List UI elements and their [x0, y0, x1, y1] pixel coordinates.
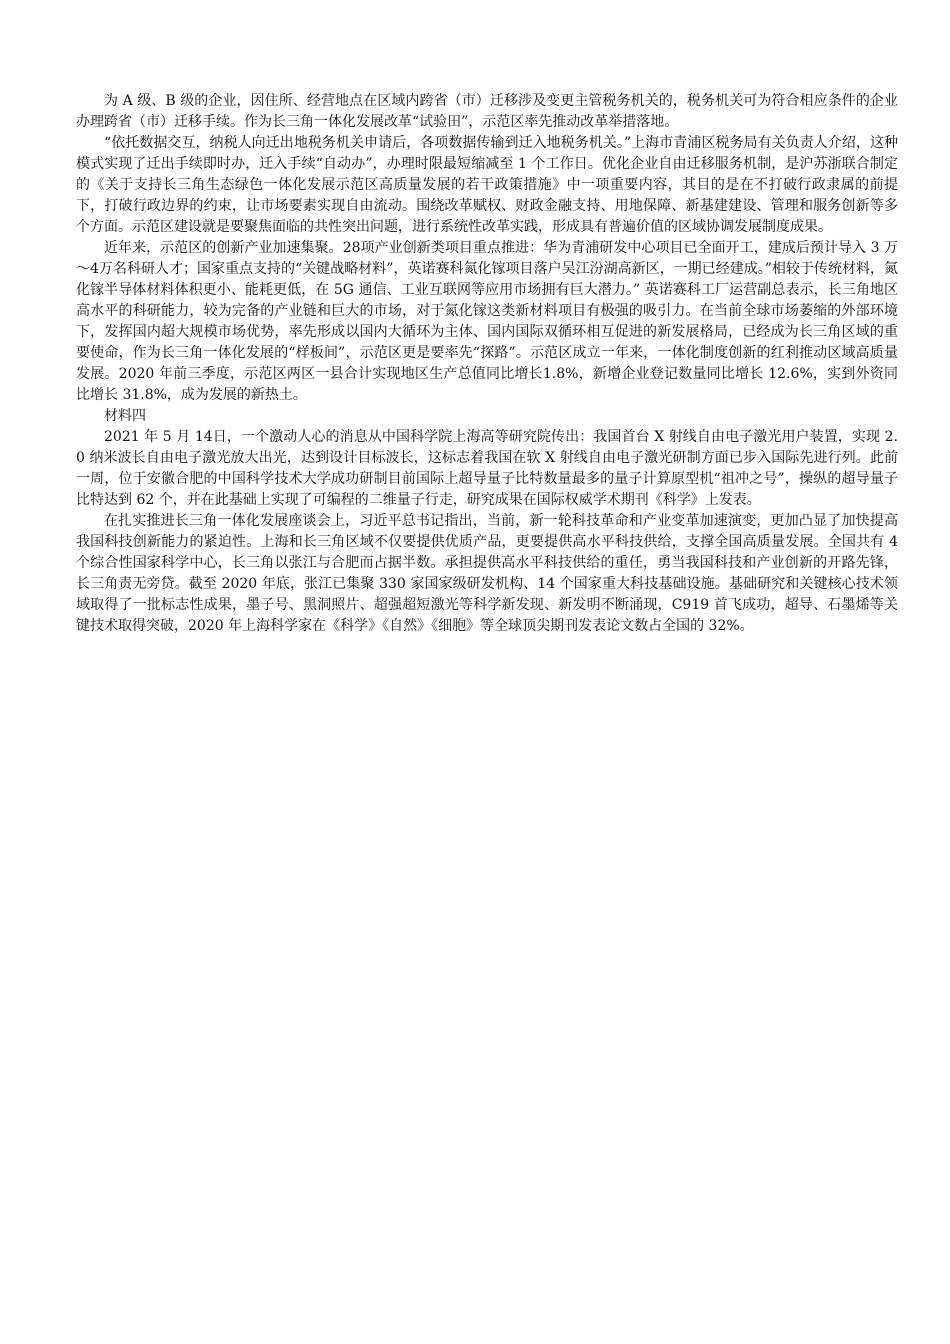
paragraph-science-center: 在扎实推进长三角一体化发展座谈会上，习近平总书记指出，当前，新一轮科技革命和产业变革加速演变，更加凸显了加快提高我国科技创新能力的紧迫性。上海和长三角区域不仅要提供优质产品，更要提供高水平科技供给，支撑全国高质量发展。全国共有 4 个综合性国家科学中心，长三角以张江与合肥而占据半数。承担提供高水平科技供给的重任，勇当我国科技和产业创新的开路先锋，长三角责无旁贷。截至 2020 年底，张江已集聚 330 家国家级研发机构、14 个国家重大科技基础设施。基础研究和关键核心技术领域取得了一批标志性成果，墨子号、黑洞照片、超强超短激光等科学新发现、新发明不断涌现，C919 首飞成功，超导、石墨烯等关键技术取得突破，2020 年上海科学家在《科学》《自然》《细胞》等全球顶尖期刊发表论文数占全国的 32%。 — [76, 513, 898, 634]
paragraph-laser: 2021 年 5 月 14日，一个激动人心的消息从中国科学院上海高等研究院传出：我国首台 X 射线自由电子激光用户装置，实现 2.0 纳米波长自由电子激光放大出光，达到设计目标波长，这标志着我国在软 X 射线自由电子激光研制方面已步入国际先进行列。此前一周，位于安徽合肥的中国科学技术大学成功研制目前国际上超导量子比特数量最多的量子计算原型机“祖冲之号”，操纵的超导量子比特达到 62 个，并在此基础上实现了可编程的二维量子行走，研究成果在国际权威学术期刊《科学》上发表。 — [76, 429, 898, 508]
section-title: 材料四 — [104, 408, 146, 424]
document-page — [76, 91, 898, 637]
paragraph-tax-data: “依托数据交互，纳税人向迁出地税务机关申请后，各项数据传输到迁入地税务机关。”上海市青浦区税务局有关负责人介绍，这种模式实现了迁出手续即时办，迁入手续“自动办”，办理时限最短缩减至 1 个工作日。优化企业自由迁移服务机制，是沪苏浙联合制定的《关于支持长三角生态绿色一体化发展示范区高质量发展的若干政策措施》中一项重要内容，其目的是在不打破行政隶属的前提下，打破行政边界的约束，让市场要素实现自由流动。围绕改革赋权、财政金融支持、用地保障、新基建建设、管理和服务创新等多个方面。示范区建设就是要聚焦面临的共性突出问题，进行系统性改革实践，形成具有普遍价值的区域协调发展制度成果。 — [76, 135, 898, 235]
paragraph-innovation: 近年来，示范区的创新产业加速集聚。28项产业创新类项目重点推进：华为青浦研发中心项目已全面开工，建成后预计导入 3 万～4万名科研人才；国家重点支持的“关键战略材料”，英诺赛科氮化镓项目落户吴江汾湖高新区，一期已经建成。”相较于传统材料，氮化镓半导体材料体积更小、能耗更低，在 5G 通信、工业互联网等应用市场拥有巨大潜力。” 英诺赛科工厂运营副总表示，长三角地区高水平的科研能力，较为完备的产业链和巨大的市场，对于氮化镓这类新材料项目有极强的吸引力。在当前全球市场萎缩的外部环境下，发挥国内超大规模市场优势，率先形成以国内大循环为主体、国内国际双循环相互促进的新发展格局，已经成为长三角区域的重要使命，作为长三角一体化发展的“样板间”，示范区更是要率先“探路”。示范区成立一年来，一体化制度创新的红利推动区域高质量发展。2020 年前三季度，示范区两区一县合计实现地区生产总值同比增长1.8%，新增企业登记数量同比增长 12.6%，实到外资同比增长 31.8%，成为发展的新热土。 — [76, 240, 898, 403]
paragraph-migration: 为 A 级、B 级的企业，因住所、经营地点在区域内跨省（市）迁移涉及变更主管税务机关的，税务机关可为符合相应条件的企业办理跨省（市）迁移手续。作为长三角一体化发展改革“试验田”，示范区率先推动改革举措落地。 — [76, 93, 898, 130]
